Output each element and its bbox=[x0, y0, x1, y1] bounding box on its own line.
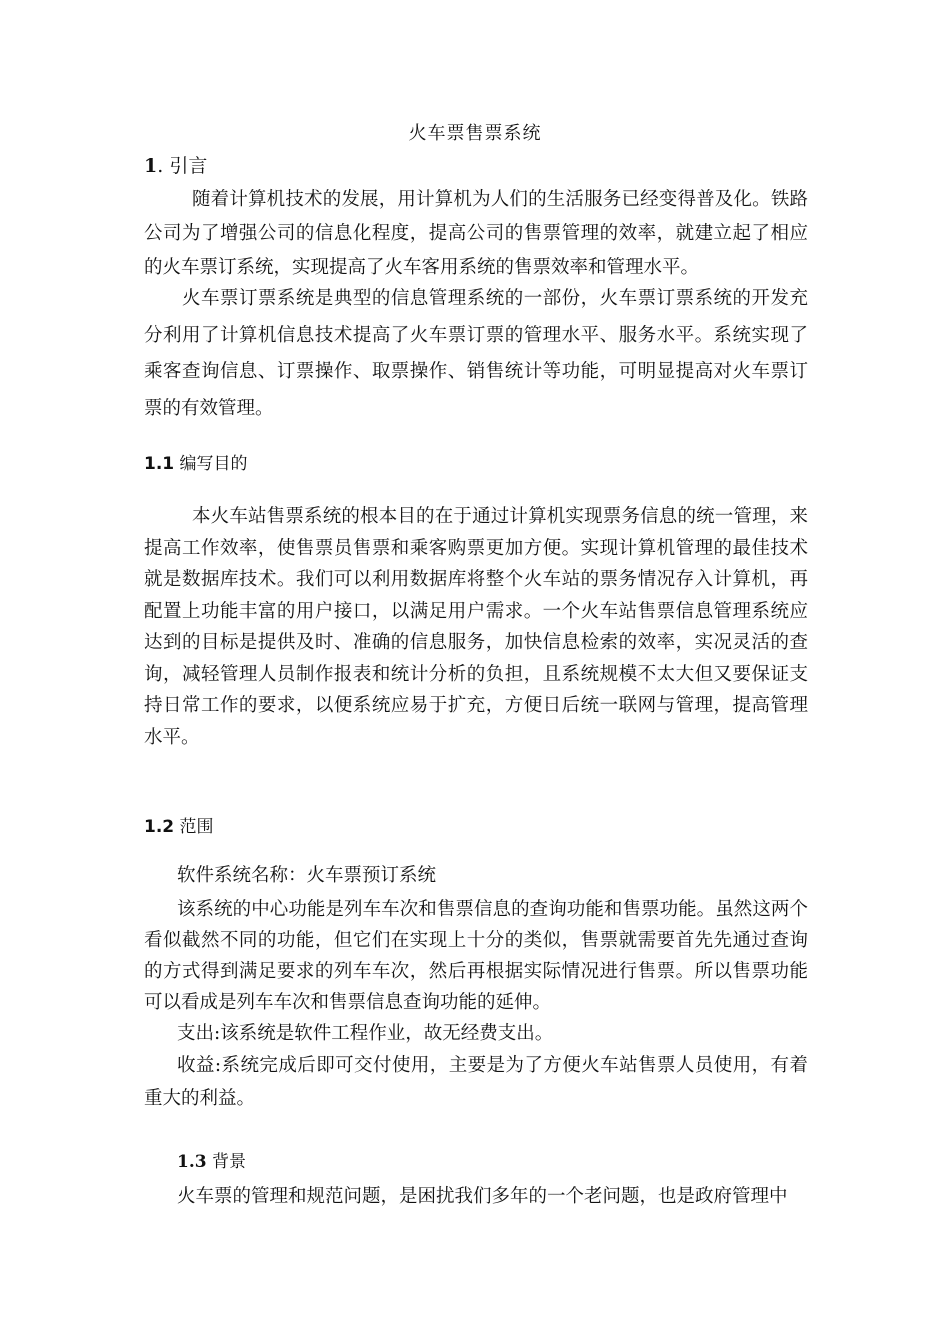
section-1-number: 1 bbox=[144, 155, 158, 177]
scope-expense-paragraph: 支出:该系统是软件工程作业，故无经费支出。 bbox=[177, 1023, 554, 1044]
scope-income-paragraph: 收益:系统完成后即可交付使用，主要是为了方便火车站售票人员使用，有着重大的利益。 bbox=[144, 1055, 808, 1109]
intro-paragraph-1: 随着计算机技术的发展，用计算机为人们的生活服务已经变得普及化。铁路公司为了增强公司的信息化程度，提高公司的售票管理的效率，就建立起了相应的火车票订系统，实现提高了火车客用系统的售票效率和管理水平。 bbox=[144, 189, 808, 278]
scope-core-paragraph: 该系统的中心功能是列车车次和售票信息的查询功能和售票功能。虽然这两个看似截然不同的功能，但它们在实现上十分的类似，售票就需要首先先通过查询的方式得到满足要求的列车车次，然后再根据实际情况进行售票。所以售票功能可以看成是列车车次和售票信息查询功能的延伸。 bbox=[144, 899, 808, 1013]
section-1-1-number: 1.1 bbox=[144, 454, 175, 474]
intro-paragraph-2: 火车票订票系统是典型的信息管理系统的一部份，火车票订票系统的开发充分利用了计算机信息技术提高了火车票订票的管理水平、服务水平。系统实现了乘客查询信息、订票操作、取票操作、销售统计等功能，可明显提高对火车票订票的有效管理。 bbox=[144, 288, 808, 419]
section-1-heading bbox=[144, 153, 207, 179]
background-paragraph: 火车票的管理和规范问题，是困扰我们多年的一个老问题，也是政府管理中 bbox=[177, 1186, 788, 1207]
section-1-2-heading bbox=[144, 815, 214, 839]
section-1-3-heading bbox=[177, 1150, 246, 1174]
purpose-paragraph: 本火车站售票系统的根本目的在于通过计算机实现票务信息的统一管理，来提高工作效率，使售票员售票和乘客购票更加方便。实现计算机管理的最佳技术就是数据库技术。我们可以利用数据库将整个火车站的票务情况存入计算机，再配置上功能丰富的用户接口，以满足用户需求。一个火车站售票信息管理系统应达到的目标是提供及时、准确的信息服务，加快信息检索的效率，实况灵活的查询，减轻管理人员制作报表和统计分析的负担，且系统规模不太大但又要保证支持日常工作的要求，以便系统应易于扩充，方便日后统一联网与管理，提高管理水平。 bbox=[144, 506, 808, 748]
section-1-1-title: 编写目的 bbox=[179, 454, 248, 474]
software-name-line: 软件系统名称：火车票预订系统 bbox=[177, 865, 437, 886]
section-1-3-title: 背景 bbox=[211, 1152, 246, 1172]
section-1-3-number: 1.3 bbox=[177, 1152, 207, 1172]
section-1-separator: . bbox=[157, 155, 170, 177]
document-title: 火车票售票系统 bbox=[408, 123, 542, 144]
section-1-1-heading bbox=[144, 452, 248, 476]
section-1-title: 引言 bbox=[169, 155, 208, 177]
section-1-2-title: 范围 bbox=[179, 817, 214, 837]
section-1-2-number: 1.2 bbox=[144, 817, 175, 837]
